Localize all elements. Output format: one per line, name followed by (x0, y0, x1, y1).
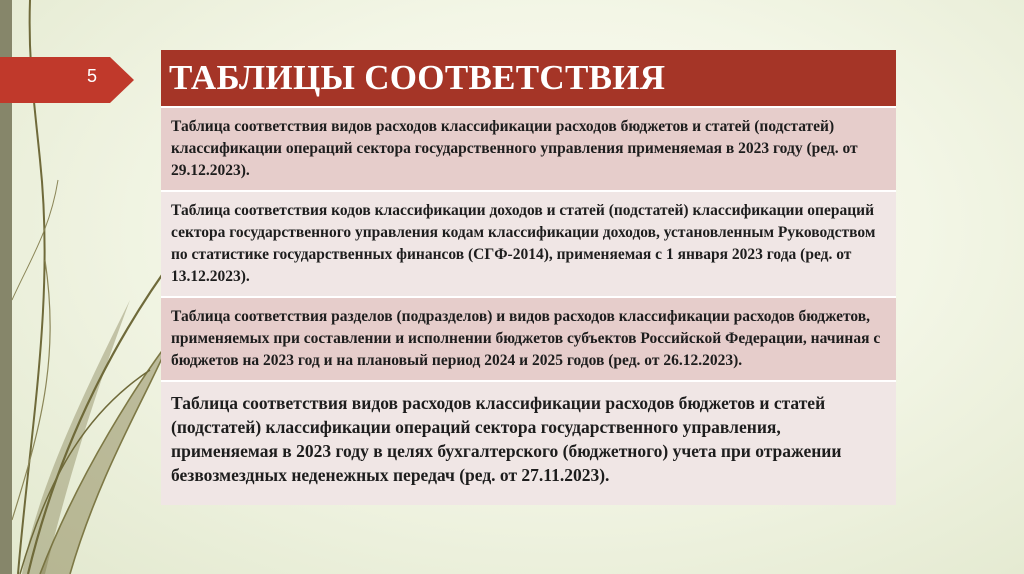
table-title-row (161, 50, 896, 107)
correspondence-table (161, 50, 896, 505)
page-title: ТАБЛИЦЫ СООТВЕТСТВИЯ (161, 50, 896, 107)
table-row (161, 381, 896, 505)
slide-number: 5 (86, 66, 97, 86)
table-row-text: Таблица соответствия видов расходов классификации расходов бюджетов и статей (подстатей) классификации операций сектора государственного управления применяемая в 2023 году (ред. от 29.12.2023). (161, 107, 896, 191)
table-row-text: Таблица соответствия кодов классификации доходов и статей (подстатей) классификации операций сектора государственного управления кодам классификации доходов, установленным Руководством по статистике государственных финансов (СГФ-2014), применяемая с 1 января 2023 года (ред. от 13.12.2023). (161, 191, 896, 297)
slide-number-arrow (0, 57, 134, 103)
table-row (161, 107, 896, 191)
table-row-text: Таблица соответствия видов расходов классификации расходов бюджетов и статей (подстатей) классификации операций сектора государственного управления, применяемая в 2023 году в целях бухгалтерского (бюджетного) учета при отражении безвозмездных неденежных передач (ред. от 27.11.2023). (161, 381, 896, 505)
table-row (161, 297, 896, 381)
table-row (161, 191, 896, 297)
table-row-text: Таблица соответствия разделов (подразделов) и видов расходов классификации расходов бюджетов, применяемых при составлении и исполнении бюджетов субъектов Российской Федерации, начиная с бюджетов на 2023 год и на плановый период 2024 и 2025 годов (ред. от 26.12.2023). (161, 297, 896, 381)
